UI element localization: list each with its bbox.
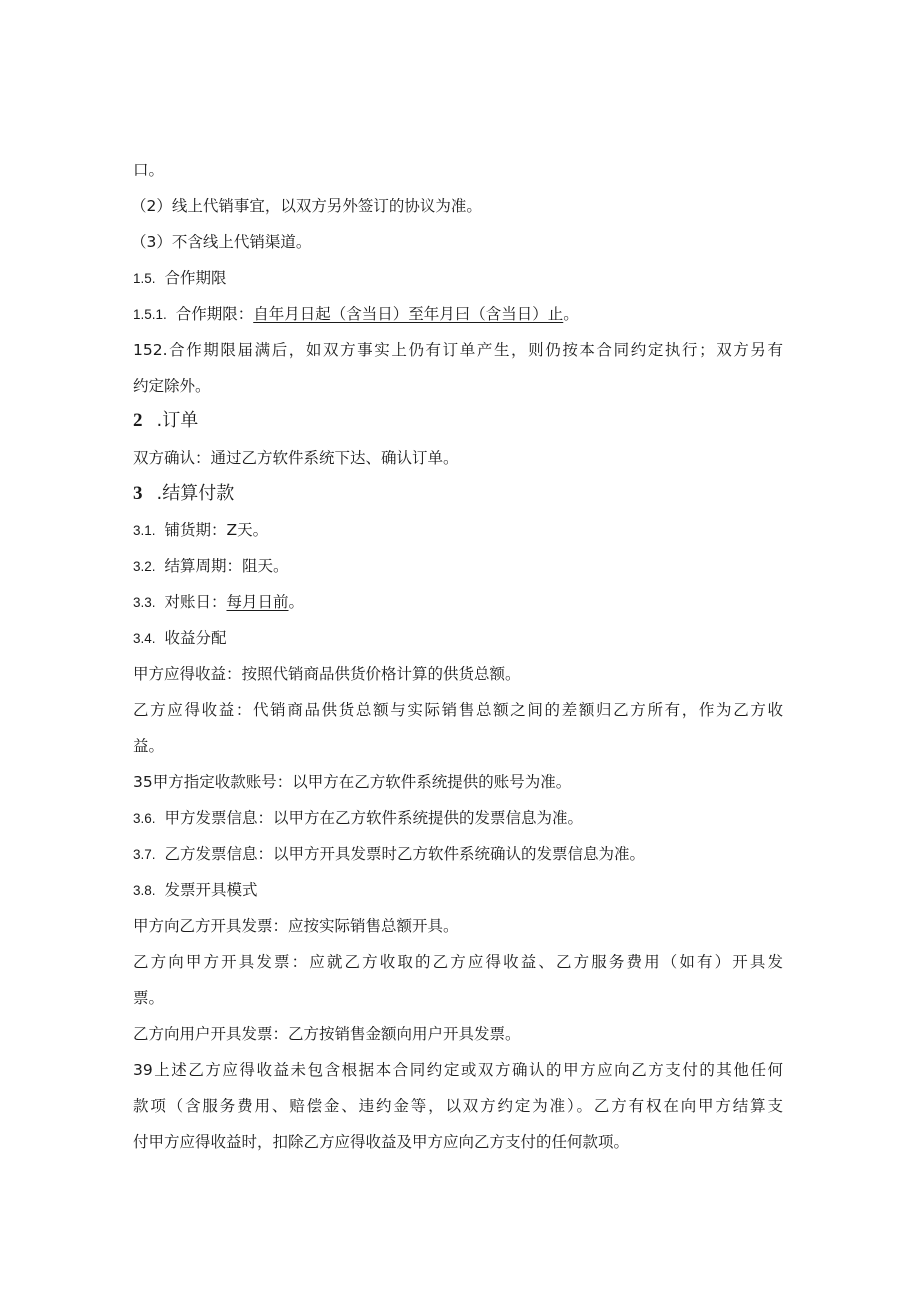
section-3-9-line: 款项（含服务费用、赔偿金、违约金等，以双方约定为准）。乙方有权在向甲方结算支 — [133, 1097, 783, 1115]
heading-2 — [133, 410, 198, 432]
section-3-5: 35甲方指定收款账号：以甲方在乙方软件系统提供的账号为准。 — [133, 773, 572, 791]
section-text: 铺货期：Z天。 — [164, 521, 269, 539]
section-3-8 — [133, 880, 257, 901]
paragraph-line: 双方确认：通过乙方软件系统下达、确认订单。 — [133, 449, 459, 467]
punctuation: 。 — [563, 305, 579, 323]
section-3-9-line: 付甲方应得收益时，扣除乙方应得收益及甲方应向乙方支付的任何款项。 — [133, 1133, 630, 1151]
section-text: 乙方发票信息：以甲方开具发票时乙方软件系统确认的发票信息为准。 — [164, 845, 645, 863]
section-3-7 — [133, 844, 645, 865]
heading-title: .结算付款 — [156, 483, 235, 504]
section-number: 1.5.1. — [133, 307, 167, 322]
heading-3 — [133, 483, 234, 505]
paragraph-line: 益。 — [133, 737, 165, 755]
paragraph-line: （2）线上代销事宜，以双方另外签订的协议为准。 — [131, 197, 482, 215]
section-number: 3.4. — [133, 631, 156, 646]
section-number: 3.1. — [133, 523, 156, 538]
section-3-6 — [133, 808, 583, 829]
paragraph-line: 乙方应得收益：代销商品供货总额与实际销售总额之间的差额归乙方所有，作为乙方收 — [133, 701, 783, 719]
paragraph-line: 甲方向乙方开具发票：应按实际销售总额开具。 — [133, 917, 459, 935]
paragraph-line: （3）不含线上代销渠道。 — [131, 233, 312, 251]
section-text: 结算周期：阻天。 — [164, 557, 289, 575]
paragraph-line: 乙方向甲方开具发票：应就乙方收取的乙方应得收益、乙方服务费用（如有）开具发 — [133, 953, 783, 971]
section-number: 1.5. — [133, 271, 156, 286]
section-3-9-line: 39上述乙方应得收益未包含根据本合同约定或双方确认的甲方应向乙方支付的其他任何 — [133, 1061, 783, 1079]
section-3-3 — [133, 592, 304, 613]
section-title: 收益分配 — [164, 629, 227, 647]
field-label: 合作期限： — [175, 305, 254, 323]
section-number: 3.7. — [133, 847, 156, 862]
section-3-2 — [133, 556, 288, 577]
section-number: 3.6. — [133, 811, 156, 826]
heading-title: .订单 — [156, 410, 199, 431]
heading-number: 3 — [133, 483, 143, 504]
punctuation: 。 — [288, 593, 305, 611]
section-1-5-2-line: 152.合作期限届满后，如双方事实上仍有订单产生，则仍按本合同约定执行；双方另有 — [133, 341, 783, 359]
underlined-field-value: 自年月日起（含当日）至年月曰（含当日）止 — [253, 305, 564, 323]
paragraph-line: 票。 — [133, 989, 165, 1007]
heading-number: 2 — [133, 410, 143, 431]
section-1-5-1 — [133, 304, 579, 325]
paragraph-line: 口。 — [133, 161, 165, 179]
section-number: 3.3. — [133, 595, 156, 610]
section-1-5-2-line: 约定除外。 — [133, 377, 211, 395]
section-text: 甲方发票信息：以甲方在乙方软件系统提供的发票信息为准。 — [164, 809, 583, 827]
section-title: 合作期限 — [164, 269, 227, 287]
section-number: 3.8. — [133, 883, 156, 898]
section-number: 3.2. — [133, 559, 156, 574]
underlined-field-value: 每月日前 — [226, 593, 289, 611]
field-label: 对账日： — [164, 593, 227, 611]
section-title: 发票开具模式 — [164, 881, 258, 899]
paragraph-line: 乙方向用户开具发票：乙方按销售金额向用户开具发票。 — [133, 1025, 521, 1043]
section-3-1 — [133, 520, 268, 541]
paragraph-line: 甲方应得收益：按照代销商品供货价格计算的供货总额。 — [133, 665, 521, 683]
section-1-5 — [133, 268, 226, 289]
section-3-4 — [133, 628, 226, 649]
